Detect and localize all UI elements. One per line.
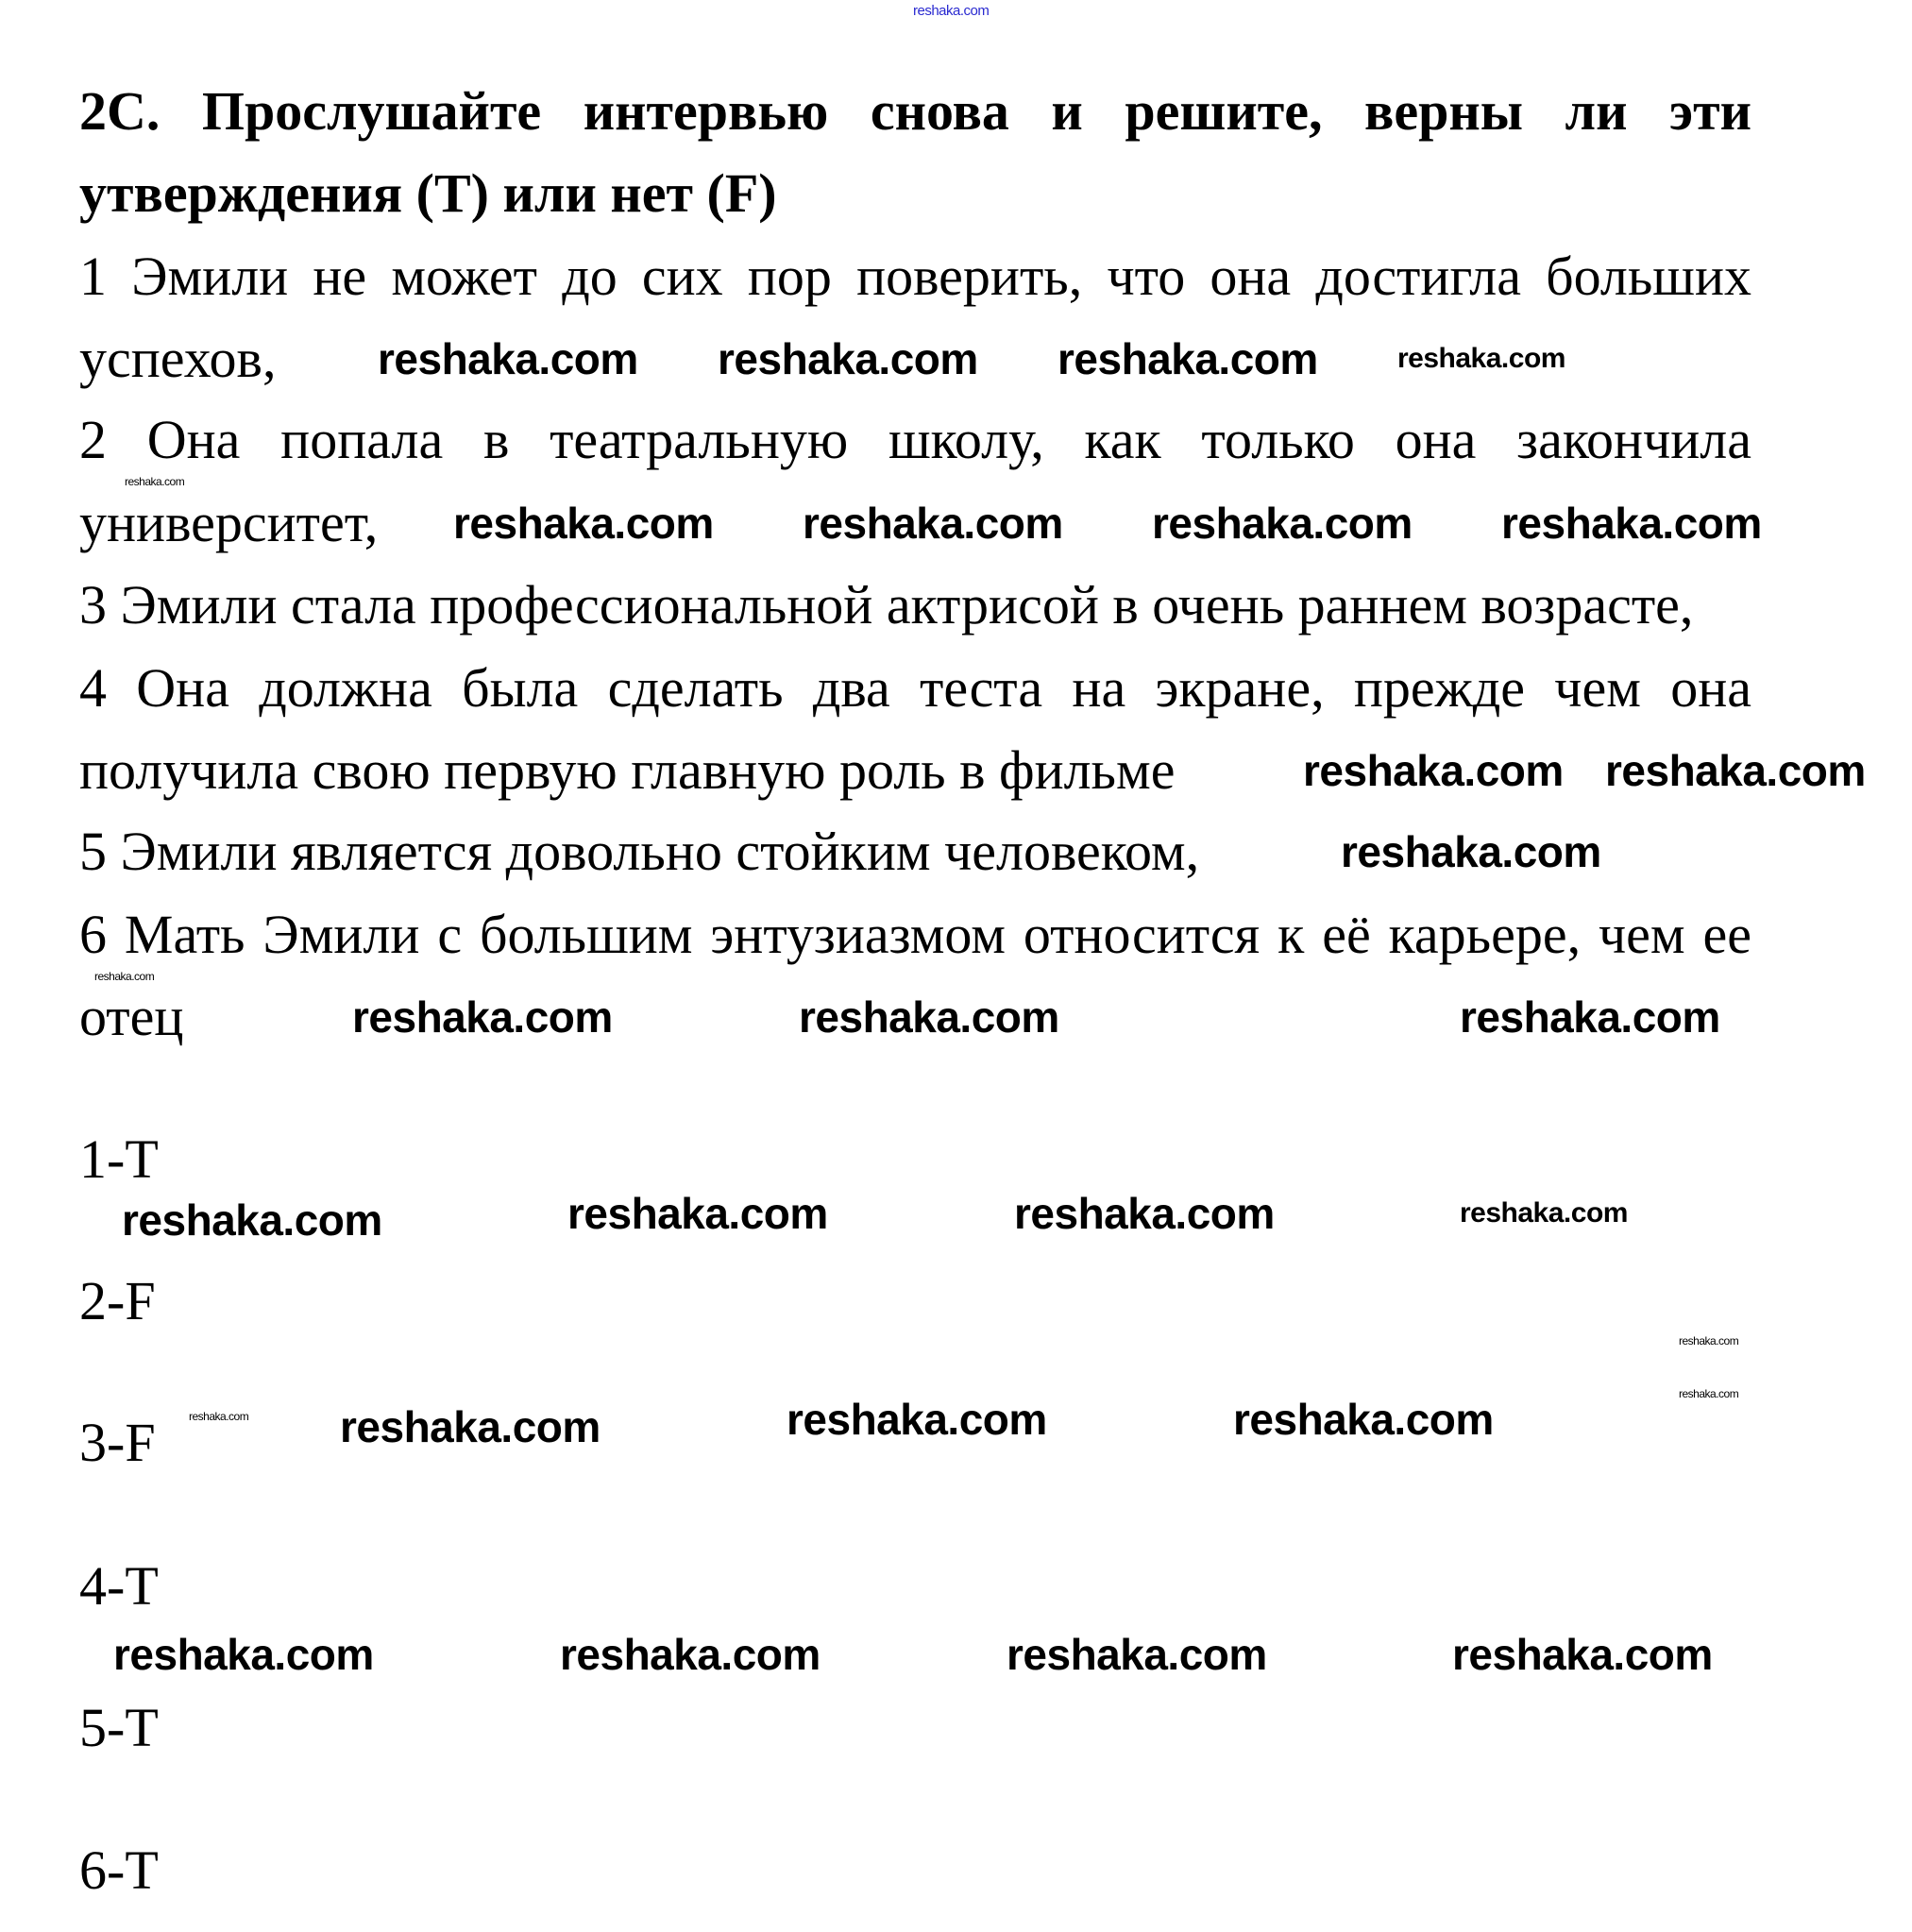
- watermark: reshaka.com: [803, 499, 1063, 548]
- watermark: reshaka.com: [1152, 499, 1413, 548]
- statement-1-line-2: успехов,: [79, 328, 277, 389]
- answer-2: 2-F: [79, 1270, 156, 1331]
- watermark: reshaka.com: [453, 499, 714, 548]
- watermark: reshaka.com: [1679, 1387, 1739, 1400]
- answer-4: 4-T: [79, 1555, 159, 1617]
- statement-3: 3 Эмили стала профессиональной актрисой в очень раннем возрасте,: [79, 574, 1694, 636]
- answer-3: 3-F: [79, 1412, 156, 1473]
- watermark: reshaka.com: [718, 334, 978, 383]
- watermark: reshaka.com: [378, 334, 638, 383]
- statement-4-line-2: получила свою первую главную роль в фильме: [79, 739, 1176, 801]
- statement-6-line-1: 6 Мать Эмили с большим энтузиазмом относится к её карьере, чем ее: [79, 904, 1751, 965]
- answer-5: 5-T: [79, 1697, 159, 1758]
- watermark: reshaka.com: [122, 1195, 382, 1245]
- statement-4-line-1: 4 Она должна была сделать два теста на экране, прежде чем она: [79, 657, 1751, 719]
- answer-1: 1-T: [79, 1128, 159, 1190]
- watermark: reshaka.com: [94, 970, 155, 983]
- statement-2-line-1: 2 Она попала в театральную школу, как только она закончила: [79, 409, 1751, 470]
- watermark: reshaka.com: [113, 1630, 374, 1679]
- watermark: reshaka.com: [125, 475, 185, 488]
- watermark: reshaka.com: [340, 1402, 601, 1451]
- watermark: reshaka.com: [1460, 1197, 1628, 1229]
- watermark: reshaka.com: [560, 1630, 821, 1679]
- task-title-line-2: утверждения (T) или нет (F): [79, 162, 777, 224]
- watermark: reshaka.com: [1501, 499, 1762, 548]
- watermark: reshaka.com: [1397, 343, 1565, 374]
- watermark: reshaka.com: [1303, 746, 1564, 795]
- watermark: reshaka.com: [567, 1189, 828, 1238]
- task-title-line-1: 2С. Прослушайте интервью снова и решите, верны ли эти: [79, 80, 1751, 142]
- watermark: reshaka.com: [1058, 334, 1318, 383]
- watermark: reshaka.com: [189, 1410, 249, 1423]
- watermark: reshaka.com: [1341, 827, 1601, 876]
- watermark: reshaka.com: [1460, 992, 1720, 1042]
- header-watermark: reshaka.com: [913, 3, 990, 19]
- statement-1-line-1: 1 Эмили не может до сих пор поверить, что она достигла больших: [79, 246, 1751, 307]
- statement-2-line-2: университет,: [79, 492, 379, 553]
- watermark: reshaka.com: [1679, 1334, 1739, 1347]
- watermark: reshaka.com: [1233, 1395, 1494, 1444]
- watermark: reshaka.com: [787, 1395, 1047, 1444]
- watermark: reshaka.com: [352, 992, 613, 1042]
- watermark: reshaka.com: [1452, 1630, 1713, 1679]
- watermark: reshaka.com: [1605, 746, 1866, 795]
- watermark: reshaka.com: [799, 992, 1059, 1042]
- statement-6-line-2: отец: [79, 986, 184, 1047]
- watermark: reshaka.com: [1014, 1189, 1275, 1238]
- watermark: reshaka.com: [1007, 1630, 1267, 1679]
- statement-5: 5 Эмили является довольно стойким человеком,: [79, 821, 1200, 882]
- answer-6: 6-T: [79, 1839, 159, 1901]
